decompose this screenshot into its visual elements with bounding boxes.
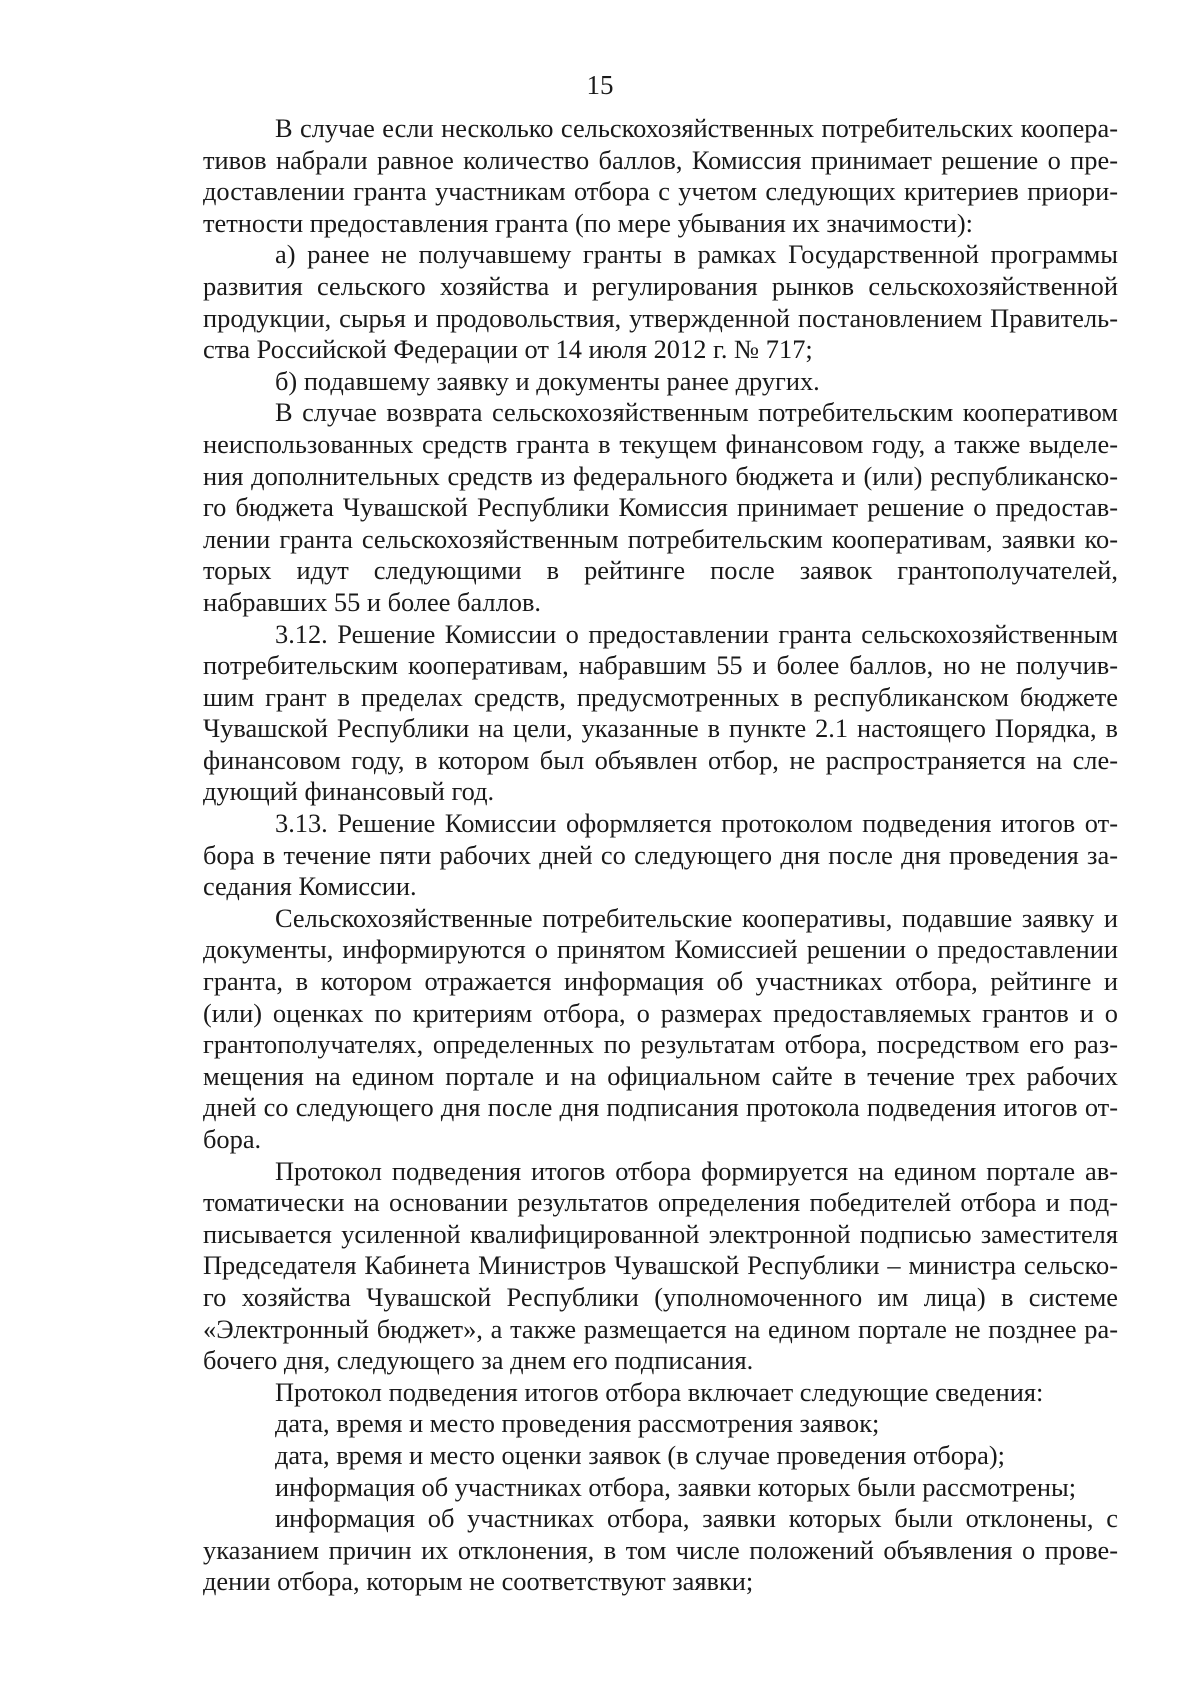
page-number: 15 <box>586 70 614 100</box>
paragraph-protocol-contents: Протокол подведения итогов отбора включает следующие сведения: <box>275 1376 1044 1407</box>
paragraph-criterion-b: б) подавшему заявку и документы ранее других. <box>275 365 820 396</box>
list-item-reviewed-participants: информация об участниках отбора, заявки которых были рассмотрены; <box>275 1471 1077 1502</box>
paragraph-criterion-a: а) ранее не получавшему гранты в рамках Государственной программы развития сельского хозяйства и регулирования рынков сельскохозяйственной продукции, сырья и продовольствия, утвержденной постановлением Правительства Российской Федерации от 14 июля 2012 г. № 717; <box>203 239 1118 365</box>
list-item-review-date: дата, время и место проведения рассмотрения заявок; <box>275 1408 880 1439</box>
paragraph-protocol-formation: Протокол подведения итогов отбора формируется на едином портале автоматически на основании результатов определения победителей отбора и подписывается усиленной квалифицированной электронной подписью заместителя Председателя Кабинета Министров Чувашской Республики – министра сельского хозяйства Чувашской Республики (уполномоченного им лица) в системе «Электронный бюджет», а также размещается на едином портале не позднее рабочего дня, следующего за днем его подписания. <box>203 1155 1118 1376</box>
list-item-rejected-participants: информация об участниках отбора, заявки которых были отклонены, с указанием причин их отклонения, в том числе положений объявления о проведении отбора, которым не соответствуют заявки; <box>203 1503 1118 1597</box>
paragraph-clause-3-12: 3.12. Решение Комиссии о предоставлении гранта сельскохозяйственным потребительским кооперативам, набравшим 55 и более баллов, но не получившим грант в пределах средств, предусмотренных в республиканском бюджете Чувашской Республики на цели, указанные в пункте 2.1 настоящего Порядка, в финансовом году, в котором был объявлен отбор, не распространяется на следующий финансовый год. <box>203 618 1118 807</box>
paragraph-notification: Сельскохозяйственные потребительские кооперативы, подавшие заявку и документы, информируются о принятом Комиссией решении о предоставлении гранта, в котором отражается информация об участниках отбора, рейтинге и (или) оценках по критериям отбора, о размерах предоставляемых грантов и о грантополучателях, определенных по результатам отбора, посредством его размещения на едином портале и на официальном сайте в течение трех рабочих дней со следующего дня после дня подписания протокола подведения итогов отбора. <box>203 902 1118 1154</box>
paragraph-tie-break: В случае если несколько сельскохозяйственных потребительских кооперативов набрали равное количество баллов, Комиссия принимает решение о предоставлении гранта участникам отбора с учетом следующих критериев приоритетности предоставления гранта (по мере убывания их значимости): <box>203 113 1118 238</box>
list-item-evaluation-date: дата, время и место оценки заявок (в случае проведения отбора); <box>275 1439 1005 1470</box>
document-body <box>203 113 1118 1598</box>
paragraph-clause-3-13: 3.13. Решение Комиссии оформляется протоколом подведения итогов отбора в течение пяти рабочих дней со следующего дня после дня проведения заседания Комиссии. <box>203 808 1118 902</box>
paragraph-grant-return: В случае возврата сельскохозяйственным потребительским кооперативом неиспользованных средств гранта в текущем финансовом году, а также выделения дополнительных средств из федерального бюджета и (или) республиканского бюджета Чувашской Республики Комиссия принимает решение о предоставлении гранта сельскохозяйственным потребительским кооперативам, заявки которых идут следующими в рейтинге после заявок грантополучателей, набравших 55 и более баллов. <box>203 397 1118 617</box>
